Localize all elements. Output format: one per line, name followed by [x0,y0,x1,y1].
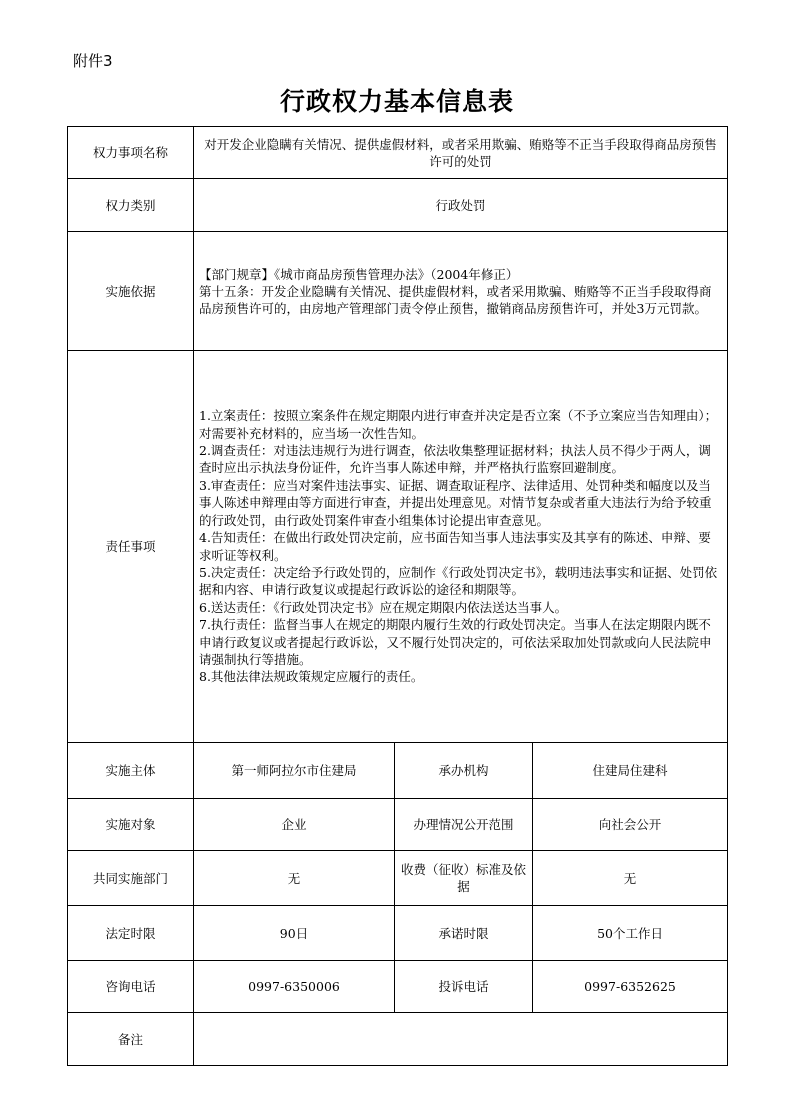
value-complaint-phone: 0997-6352625 [533,961,728,1013]
label-agency: 承办机构 [395,743,533,799]
value-target: 企业 [194,799,395,851]
label-remarks: 备注 [68,1013,194,1066]
value-disclosure: 向社会公开 [533,799,728,851]
value-consult-phone: 0997-6350006 [194,961,395,1013]
label-item-name: 权力事项名称 [68,127,194,179]
info-table [67,126,728,1066]
label-disclosure: 办理情况公开范围 [395,799,533,851]
row-responsibility [68,351,728,743]
responsibility-item: 6.送达责任：《行政处罚决定书》应在规定期限内依法送达当事人。 [199,599,568,615]
value-fee: 无 [533,851,728,906]
row-joint [68,851,728,906]
responsibility-item: 7.执行责任：监督当事人在规定的期限内履行生效的行政处罚决定。当事人在法定期限内既不申请行政复议或者提起行政诉讼，又不履行处罚决定的，可依法采取加处罚款或向人民法院申请强制执行等措施。 [199,617,712,667]
row-item-name [68,127,728,179]
label-promise-limit: 承诺时限 [395,906,533,961]
attachment-label: 附件3 [73,52,113,70]
value-basis [194,232,728,351]
value-joint: 无 [194,851,395,906]
row-basis [68,232,728,351]
label-basis: 实施依据 [68,232,194,351]
responsibility-item: 4.告知责任：在做出行政处罚决定前，应书面告知当事人违法事实及其享有的陈述、申辩、要求听证等权利。 [199,530,711,563]
page-title: 行政权力基本信息表 [279,87,514,116]
label-category: 权力类别 [68,179,194,232]
row-subject [68,743,728,799]
basis-line: 第十五条：开发企业隐瞒有关情况、提供虚假材料，或者采用欺骗、贿赂等不正当手段取得商品房预售许可的，由房地产管理部门责令停止预售，撤销商品房预售许可，并处3万元罚款。 [199,283,712,316]
row-phone [68,961,728,1013]
row-category [68,179,728,232]
label-fee: 收费（征收）标准及依据 [395,851,533,906]
value-responsibility [194,351,728,743]
label-joint: 共同实施部门 [68,851,194,906]
responsibility-item: 1.立案责任：按照立案条件在规定期限内进行审查并决定是否立案（不予立案应当告知理由）；对需要补充材料的，应当场一次性告知。 [199,408,718,441]
basis-line: 【部门规章】《城市商品房预售管理办法》（2004年修正） [199,266,519,282]
label-time-limit: 法定时限 [68,906,194,961]
label-complaint-phone: 投诉电话 [395,961,533,1013]
responsibility-item: 5.决定责任：决定给予行政处罚的，应制作《行政处罚决定书》，载明违法事实和证据、处罚依据和内容、申请行政复议或提起行政诉讼的途径和期限等。 [199,564,718,598]
responsibility-item: 2.调查责任：对违法违规行为进行调查，依法收集整理证据材料；执法人员不得少于两人，调查时应出示执法身份证件，允许当事人陈述申辩，并严格执行监察回避制度。 [199,443,711,476]
value-item-name: 对开发企业隐瞒有关情况、提供虚假材料，或者采用欺骗、贿赂等不正当手段取得商品房预售许可的处罚 [194,127,728,179]
value-time-limit: 90日 [194,906,395,961]
label-responsibility: 责任事项 [68,351,194,743]
label-target: 实施对象 [68,799,194,851]
value-remarks [194,1013,728,1066]
value-promise-limit: 50个工作日 [533,906,728,961]
responsibility-item: 3.审查责任：应当对案件违法事实、证据、调查取证程序、法律适用、处罚种类和幅度以及当事人陈述申辩理由等方面进行审查，并提出处理意见。对情节复杂或者重大违法行为给予较重的行政处罚，由行政处罚案件审查小组集体讨论提出审查意见。 [199,477,712,528]
value-category: 行政处罚 [194,179,728,232]
value-subject: 第一师阿拉尔市住建局 [194,743,395,799]
label-subject: 实施主体 [68,743,194,799]
label-consult-phone: 咨询电话 [68,961,194,1013]
row-time-limit [68,906,728,961]
row-target [68,799,728,851]
responsibility-item: 8.其他法律法规政策规定应履行的责任。 [199,669,424,685]
row-remarks [68,1013,728,1066]
value-agency: 住建局住建科 [533,743,728,799]
